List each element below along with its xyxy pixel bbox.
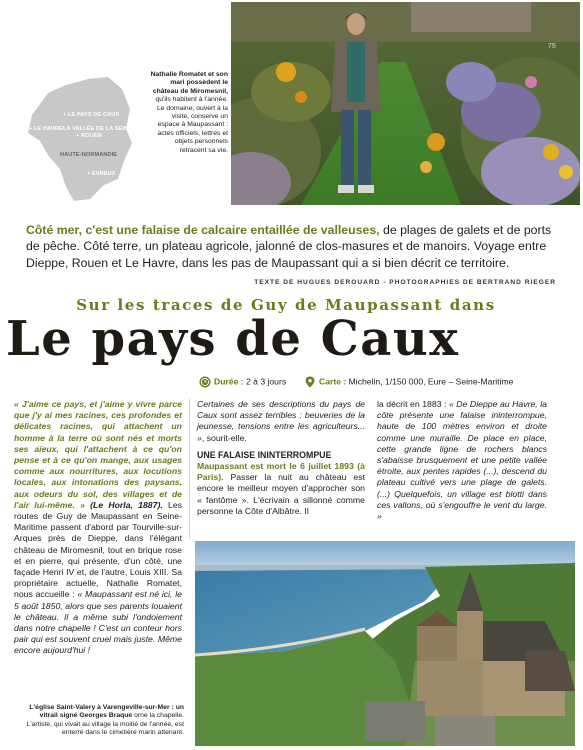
- page-title: Le pays de Caux: [6, 311, 460, 367]
- region-map: [26, 75, 134, 205]
- article-column-2: Certaines de ses descriptions du pays de Caux sont assez terribles : beuveries de la jeunesse, tensions entre les agriculteurs... », sourit-elle. UNE FALAISE ININTERROMPUE Maupassant est mort le 6 juillet 1893 (à Paris). Passer la nuit au château est encore le meilleur moyen d'approcher son « fantôme ». L'écrivain a sillonné comme personne la Côte d'Albâtre. Il: [197, 399, 365, 516]
- intro-lead: Côté mer, c'est une falaise de calcaire entaillée de valleuses,: [26, 223, 380, 237]
- map-label-evreux: + EVREUX: [87, 171, 116, 177]
- map-label-rouen: + ROUEN: [76, 133, 102, 139]
- intro-paragraph: Côté mer, c'est une falaise de calcaire entaillée de valleuses, de plages de galets et de ports de pêche. Côté terre, un plateau agricole, jalonné de clos-masures et de manoirs. Voyage entre Dieppe, Rouen et Le Havre, dans les pas de Maupassant qui a si bien décrit ce territoire.: [26, 223, 552, 270]
- column-divider: [189, 399, 190, 539]
- map-label-le-havre: + LE HAVRE: [29, 126, 63, 132]
- info-bar: [199, 372, 559, 392]
- article-column-3: la décrit en 1883 : « De Dieppe au Havre, la côte présente une falaise ininterrompue, haute de 100 mètres environ et droite comme une muraille. De place en place, cette grande ligne de rochers blancs s'abaisse brusquement et une petite vallée étroite, aux pentes rapides (...), descend du plateau cultivé vers une plage de galets. (...) Quelquefois, un village est blotti dans ces vallons, où s'engouffre le vent du large. »: [377, 399, 547, 522]
- garden-photo: [231, 2, 580, 205]
- map-pin-icon: [304, 376, 316, 388]
- supertitle: Sur les traces de Guy de Maupassant dans: [76, 296, 496, 314]
- page-number: 75: [548, 43, 556, 50]
- credits: TEXTE DE HUGUES DEROUARD - PHOTOGRAPHIES DE BERTRAND RIEGER: [254, 279, 556, 286]
- duration-info: Durée : 2 à 3 jours: [199, 376, 286, 388]
- coast-church-photo: [195, 541, 575, 746]
- map-label-pays-de-caux: + LE PAYS DE CAUX: [63, 112, 120, 118]
- section-heading: UNE FALAISE ININTERROMPUE: [197, 449, 332, 460]
- map-label-vallee-seine: LA VALLÉE DE LA SEINE: [63, 126, 133, 132]
- map-label-region: HAUTE-NORMANDIE: [60, 152, 118, 158]
- map-info: Carte : Michelin, 1/150 000, Eure – Seine-Maritime: [304, 376, 513, 388]
- clock-icon: [199, 376, 211, 388]
- photo-caption-bottom: L'église Saint-Valery à Varengeville-sur-Mer : un vitrail signé Georges Braque orne la chapelle. L'artiste, qui vivait au village la moitié de l'année, est enterré dans le cimetière marin attenant.: [26, 704, 184, 737]
- article-column-1: « J'aime ce pays, et j'aime y vivre parce que j'y ai mes racines, ces profondes et délicates racines, qui attachent un homme à la terre où sont nés et morts ses aïeux, qui l'attachent à ce qu'on pense et à ce qu'on mange, aux usages comme aux nourritures, aux locutions locales, aux intonations des paysans, aux odeurs du sol, des villages et de l'air lui-même. » (Le Horla, 1887). Les routes de Guy de Maupassant en Seine-Maritime passent d'abord par Tourville-sur-Arques près de Dieppe, dans l'élégant château de Miromesnil, tout en brique rose et en pierre, qui présente, d'un côté, une façade Henri IV et, de l'autre, Louis XIII. Sa propriétaire actuelle, Nathalie Romatet, nous accueille : « Maupassant est né ici, le 5 août 1850, alors que ses parents louaient le château. Il a même subi l'ondoiement dans notre chapelle ! C'est un conteur hors pair qui est souvent cruel mais juste. Même encore aujourd'hui !: [14, 399, 182, 656]
- photo-caption-top: Nathalie Romatet et son mari possèdent le château de Miromesnil, qu'ils habitent à l'année. Le domaine, ouvert à la visite, conserve un espace à Maupassant : actes officiels, lettres et objets personnels retracent sa vie.: [150, 71, 228, 154]
